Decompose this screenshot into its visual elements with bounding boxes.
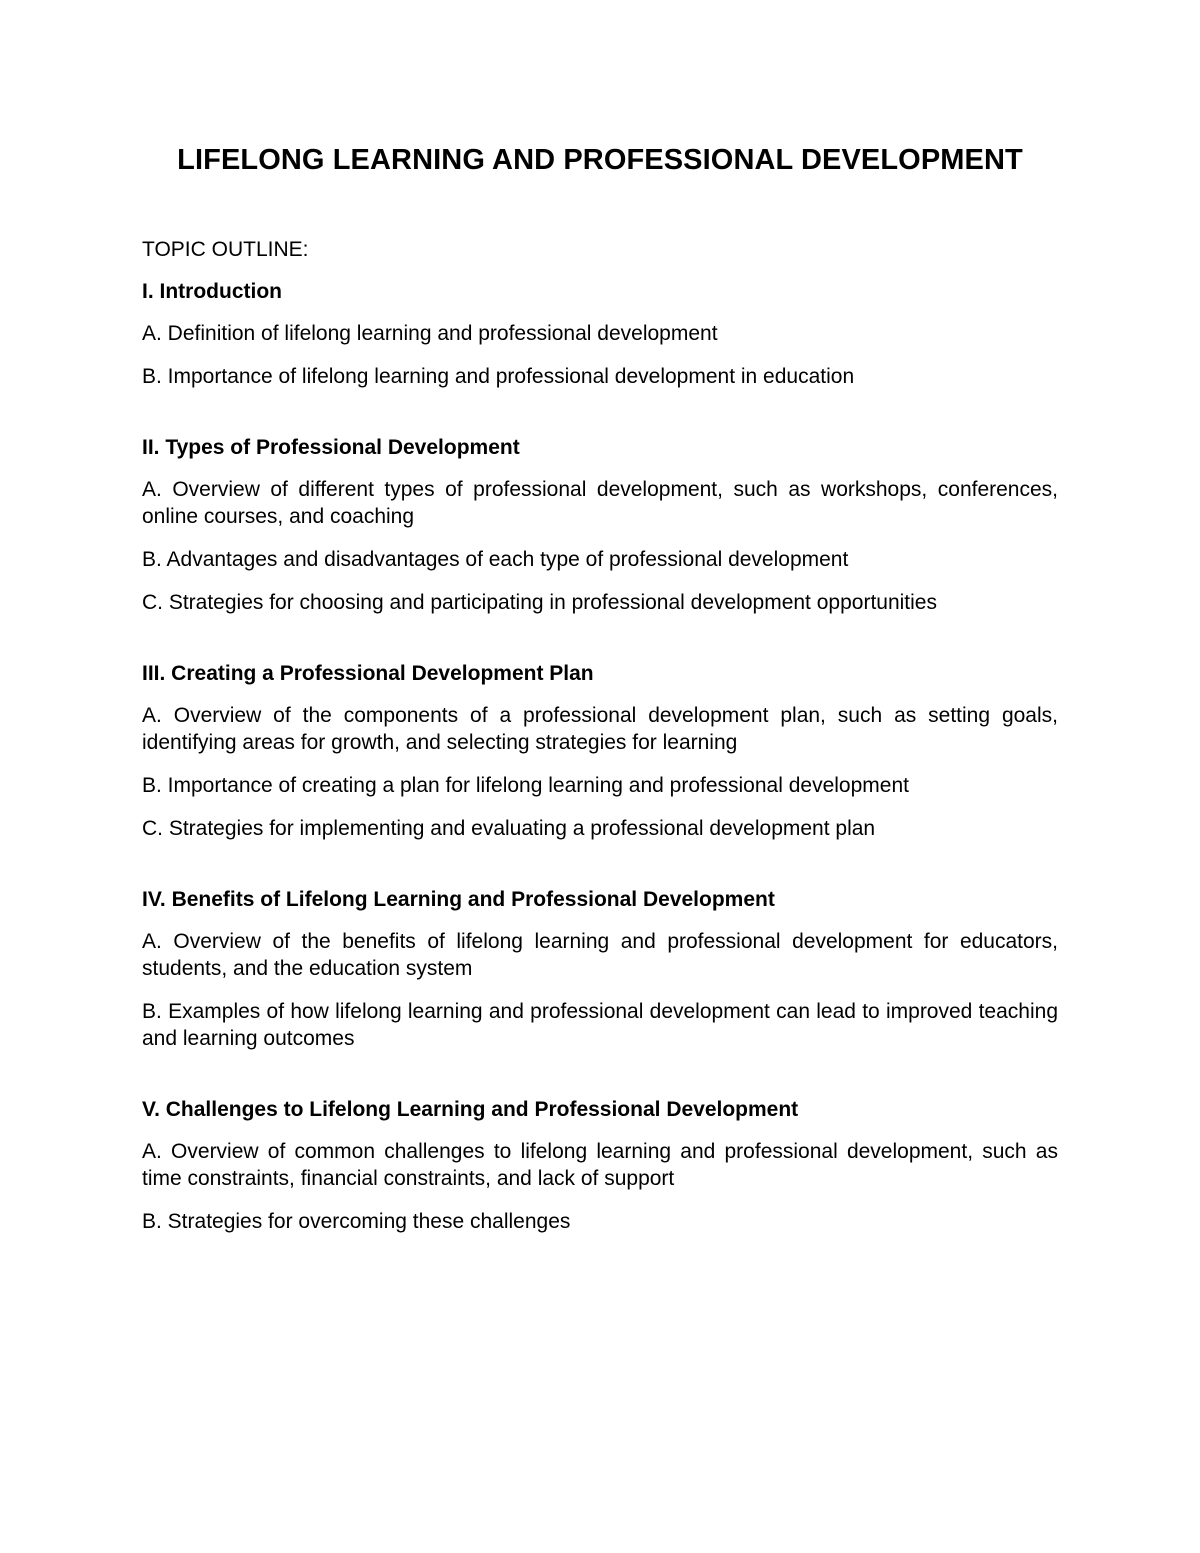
- section-types-of-professional-development: [142, 434, 1058, 616]
- section-heading: IV. Benefits of Lifelong Learning and Professional Development: [142, 888, 775, 911]
- section-heading: V. Challenges to Lifelong Learning and Professional Development: [142, 1098, 799, 1121]
- outline-item: B. Examples of how lifelong learning and professional development can lead to improved teaching and learning outcomes: [142, 1000, 1058, 1050]
- outline-item: A. Overview of the benefits of lifelong learning and professional development for educators, students, and the education system: [142, 930, 1058, 980]
- outline-item: A. Definition of lifelong learning and professional development: [142, 322, 718, 345]
- section-creating-plan: [142, 660, 1058, 842]
- outline-item: C. Strategies for choosing and participating in professional development opportunities: [142, 591, 937, 614]
- document-title: LIFELONG LEARNING AND PROFESSIONAL DEVELOPMENT: [177, 144, 1023, 176]
- outline-item: A. Overview of different types of professional development, such as workshops, conferences, online courses, and coaching: [142, 478, 1058, 528]
- outline-item: A. Overview of common challenges to lifelong learning and professional development, such as time constraints, financial constraints, and lack of support: [142, 1140, 1058, 1190]
- section-benefits: [142, 886, 1058, 1052]
- section-heading: III. Creating a Professional Development Plan: [142, 662, 594, 685]
- outline-item: B. Importance of lifelong learning and professional development in education: [142, 365, 855, 388]
- topic-outline-label: TOPIC OUTLINE:: [142, 238, 309, 261]
- section-heading: II. Types of Professional Development: [142, 436, 520, 459]
- section-introduction: [142, 278, 1058, 390]
- outline-item: B. Advantages and disadvantages of each type of professional development: [142, 548, 849, 571]
- section-challenges: [142, 1096, 1058, 1235]
- document-body: [142, 236, 1058, 1279]
- outline-item: B. Strategies for overcoming these challenges: [142, 1210, 571, 1233]
- outline-item: C. Strategies for implementing and evaluating a professional development plan: [142, 817, 876, 840]
- outline-item: B. Importance of creating a plan for lifelong learning and professional development: [142, 774, 909, 797]
- outline-item: A. Overview of the components of a professional development plan, such as setting goals, identifying areas for growth, and selecting strategies for learning: [142, 704, 1058, 754]
- section-heading: I. Introduction: [142, 280, 282, 303]
